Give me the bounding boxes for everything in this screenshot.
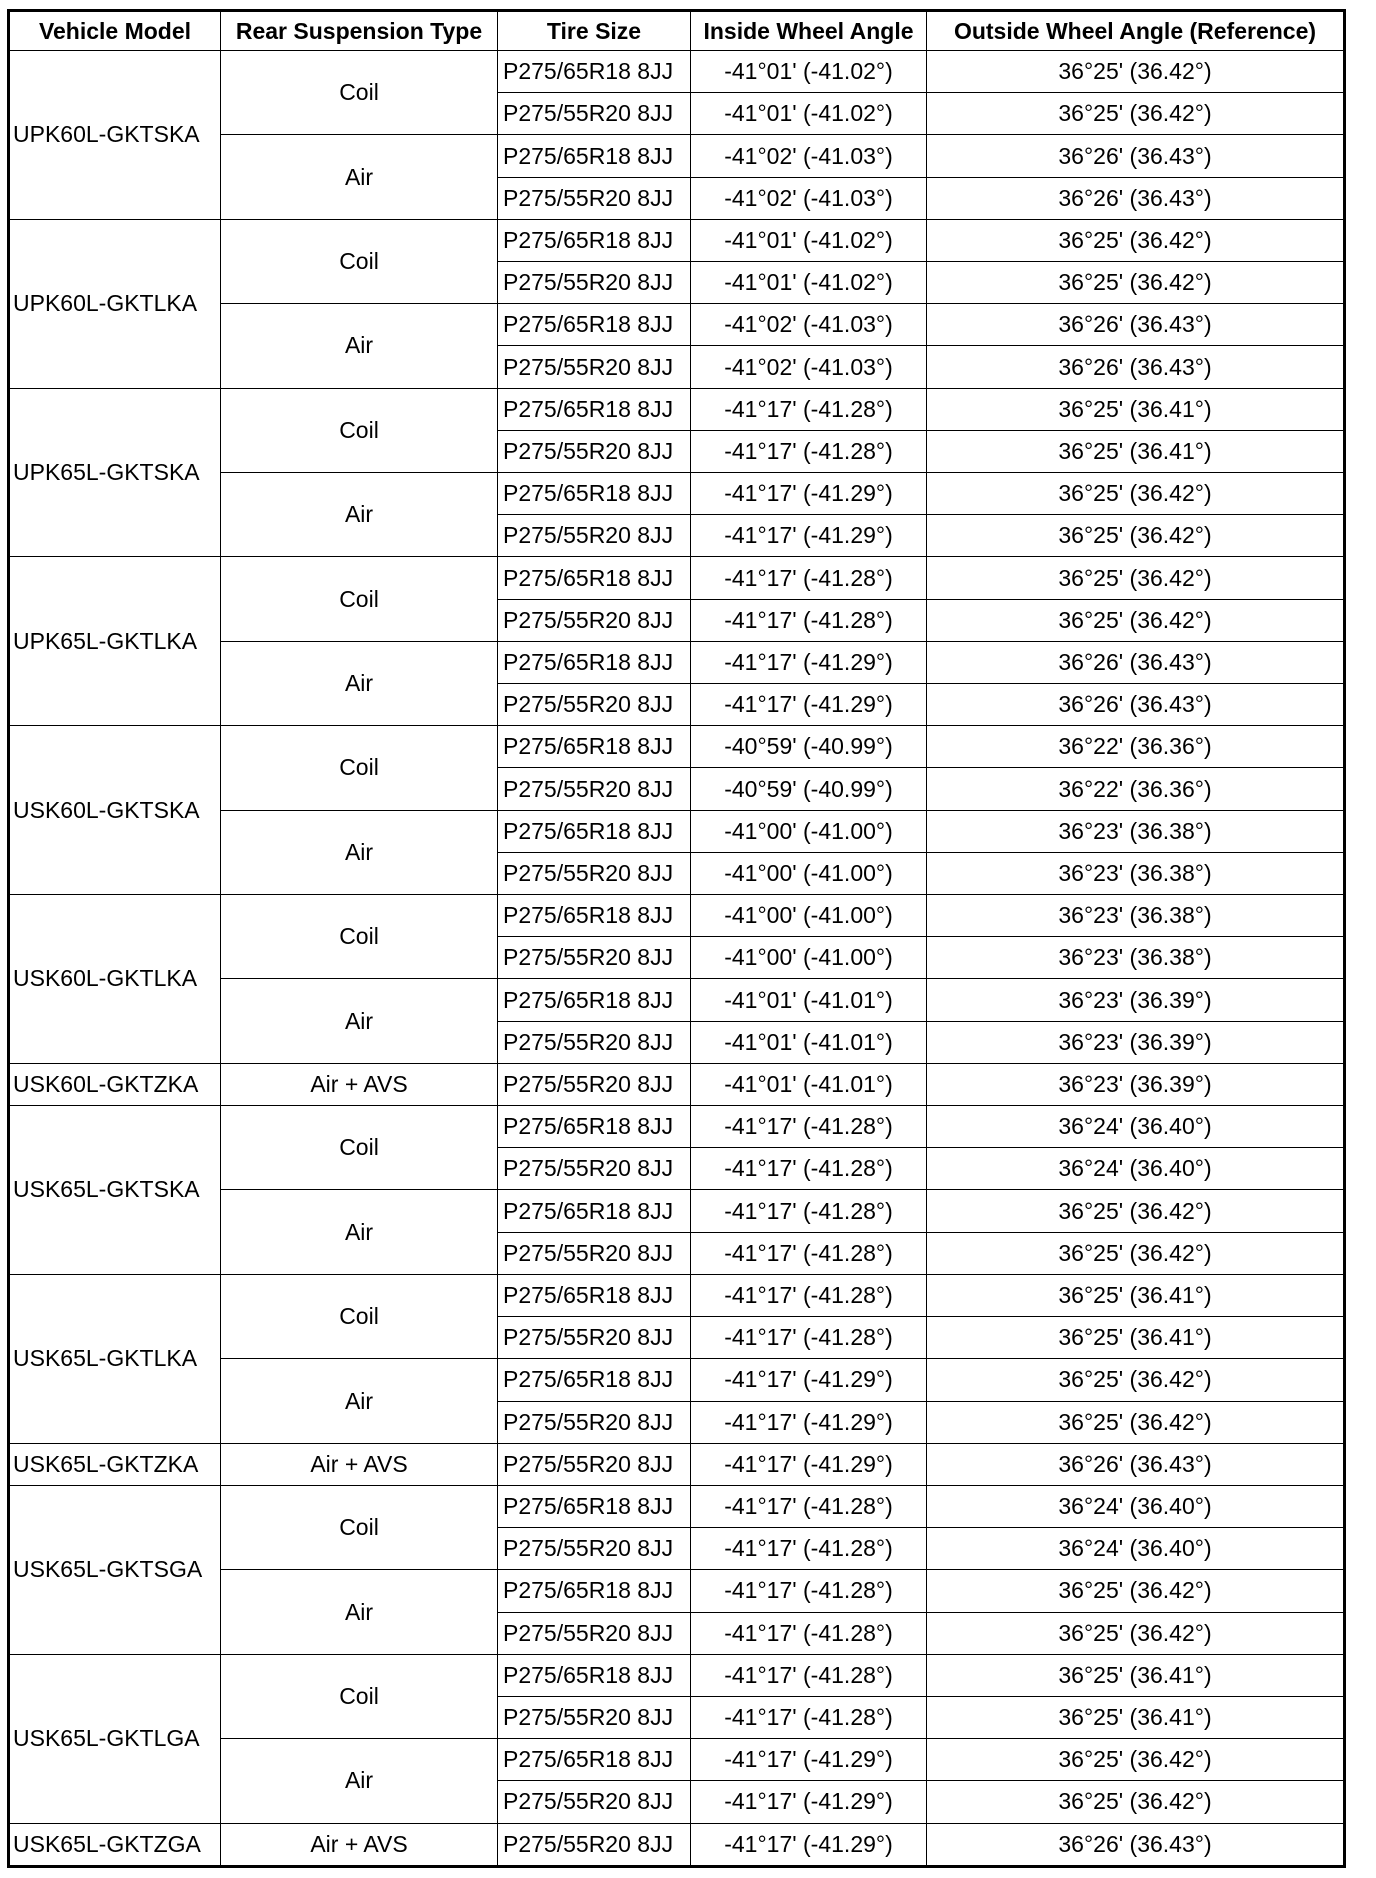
rear-suspension-cell: Coil: [221, 1485, 498, 1569]
outside-wheel-angle-cell: 36°25' (36.42°): [927, 515, 1345, 557]
tire-size-cell: P275/55R20 8JJ: [498, 1823, 691, 1866]
inside-wheel-angle-cell: -41°17' (-41.28°): [691, 1232, 927, 1274]
tire-size-cell: P275/65R18 8JJ: [498, 473, 691, 515]
table-header-row: [9, 11, 1345, 51]
table-row: [9, 557, 1345, 599]
column-header-outside-wheel-angle: Outside Wheel Angle (Reference): [927, 11, 1345, 51]
tire-size-cell: P275/55R20 8JJ: [498, 1612, 691, 1654]
rear-suspension-cell: Coil: [221, 1654, 498, 1738]
tire-size-cell: P275/65R18 8JJ: [498, 726, 691, 768]
inside-wheel-angle-cell: -41°02' (-41.03°): [691, 304, 927, 346]
rear-suspension-cell: Air: [221, 473, 498, 557]
outside-wheel-angle-cell: 36°25' (36.41°): [927, 388, 1345, 430]
inside-wheel-angle-cell: -41°17' (-41.29°): [691, 1443, 927, 1485]
table-row: [9, 388, 1345, 430]
inside-wheel-angle-cell: -40°59' (-40.99°): [691, 726, 927, 768]
outside-wheel-angle-cell: 36°22' (36.36°): [927, 726, 1345, 768]
outside-wheel-angle-cell: 36°25' (36.42°): [927, 1232, 1345, 1274]
rear-suspension-cell: Coil: [221, 219, 498, 303]
tire-size-cell: P275/65R18 8JJ: [498, 1570, 691, 1612]
inside-wheel-angle-cell: -41°17' (-41.28°): [691, 1654, 927, 1696]
outside-wheel-angle-cell: 36°25' (36.42°): [927, 51, 1345, 93]
tire-size-cell: P275/55R20 8JJ: [498, 346, 691, 388]
outside-wheel-angle-cell: 36°25' (36.42°): [927, 1190, 1345, 1232]
rear-suspension-cell: Air: [221, 1570, 498, 1654]
inside-wheel-angle-cell: -41°17' (-41.29°): [691, 515, 927, 557]
vehicle-model-cell: UPK65L-GKTSKA: [9, 388, 221, 557]
rear-suspension-cell: Air + AVS: [221, 1443, 498, 1485]
outside-wheel-angle-cell: 36°25' (36.42°): [927, 599, 1345, 641]
tire-size-cell: P275/65R18 8JJ: [498, 304, 691, 346]
column-header-rear-suspension-type: Rear Suspension Type: [221, 11, 498, 51]
outside-wheel-angle-cell: 36°25' (36.42°): [927, 1781, 1345, 1823]
inside-wheel-angle-cell: -41°17' (-41.28°): [691, 1106, 927, 1148]
outside-wheel-angle-cell: 36°23' (36.39°): [927, 979, 1345, 1021]
tire-size-cell: P275/65R18 8JJ: [498, 1654, 691, 1696]
inside-wheel-angle-cell: -41°17' (-41.28°): [691, 1148, 927, 1190]
outside-wheel-angle-cell: 36°26' (36.43°): [927, 1823, 1345, 1866]
inside-wheel-angle-cell: -41°01' (-41.01°): [691, 1021, 927, 1063]
rear-suspension-cell: Coil: [221, 51, 498, 135]
tire-size-cell: P275/65R18 8JJ: [498, 810, 691, 852]
inside-wheel-angle-cell: -41°00' (-41.00°): [691, 895, 927, 937]
tire-size-cell: P275/55R20 8JJ: [498, 1021, 691, 1063]
tire-size-cell: P275/55R20 8JJ: [498, 768, 691, 810]
tire-size-cell: P275/65R18 8JJ: [498, 641, 691, 683]
inside-wheel-angle-cell: -41°01' (-41.02°): [691, 262, 927, 304]
inside-wheel-angle-cell: -41°00' (-41.00°): [691, 852, 927, 894]
rear-suspension-cell: Coil: [221, 388, 498, 472]
outside-wheel-angle-cell: 36°25' (36.42°): [927, 1401, 1345, 1443]
outside-wheel-angle-cell: 36°25' (36.41°): [927, 1696, 1345, 1738]
outside-wheel-angle-cell: 36°23' (36.39°): [927, 1021, 1345, 1063]
rear-suspension-cell: Coil: [221, 726, 498, 810]
rear-suspension-cell: Coil: [221, 1106, 498, 1190]
tire-size-cell: P275/55R20 8JJ: [498, 93, 691, 135]
outside-wheel-angle-cell: 36°25' (36.42°): [927, 557, 1345, 599]
rear-suspension-cell: Coil: [221, 895, 498, 979]
vehicle-model-cell: UPK65L-GKTLKA: [9, 557, 221, 726]
outside-wheel-angle-cell: 36°26' (36.43°): [927, 135, 1345, 177]
outside-wheel-angle-cell: 36°26' (36.43°): [927, 346, 1345, 388]
tire-size-cell: P275/55R20 8JJ: [498, 1781, 691, 1823]
table-row: [9, 51, 1345, 93]
inside-wheel-angle-cell: -41°17' (-41.29°): [691, 1359, 927, 1401]
vehicle-model-cell: USK60L-GKTZKA: [9, 1063, 221, 1105]
vehicle-model-cell: USK65L-GKTSKA: [9, 1106, 221, 1275]
rear-suspension-cell: Air: [221, 1359, 498, 1443]
tire-size-cell: P275/55R20 8JJ: [498, 1317, 691, 1359]
vehicle-model-cell: UPK60L-GKTSKA: [9, 51, 221, 220]
inside-wheel-angle-cell: -41°17' (-41.29°): [691, 1823, 927, 1866]
rear-suspension-cell: Air: [221, 979, 498, 1063]
tire-size-cell: P275/65R18 8JJ: [498, 1739, 691, 1781]
outside-wheel-angle-cell: 36°25' (36.42°): [927, 93, 1345, 135]
outside-wheel-angle-cell: 36°24' (36.40°): [927, 1485, 1345, 1527]
vehicle-model-cell: USK65L-GKTSGA: [9, 1485, 221, 1654]
inside-wheel-angle-cell: -41°17' (-41.28°): [691, 1528, 927, 1570]
column-header-vehicle-model: Vehicle Model: [9, 11, 221, 51]
tire-size-cell: P275/65R18 8JJ: [498, 979, 691, 1021]
rear-suspension-cell: Air: [221, 1190, 498, 1274]
outside-wheel-angle-cell: 36°24' (36.40°): [927, 1106, 1345, 1148]
inside-wheel-angle-cell: -41°17' (-41.29°): [691, 473, 927, 515]
rear-suspension-cell: Air: [221, 810, 498, 894]
outside-wheel-angle-cell: 36°26' (36.43°): [927, 177, 1345, 219]
outside-wheel-angle-cell: 36°23' (36.38°): [927, 810, 1345, 852]
inside-wheel-angle-cell: -41°17' (-41.29°): [691, 641, 927, 683]
rear-suspension-cell: Air: [221, 641, 498, 725]
wheel-angle-spec-table: [7, 9, 1346, 1868]
tire-size-cell: P275/65R18 8JJ: [498, 895, 691, 937]
inside-wheel-angle-cell: -41°01' (-41.02°): [691, 93, 927, 135]
tire-size-cell: P275/55R20 8JJ: [498, 1528, 691, 1570]
vehicle-model-cell: UPK60L-GKTLKA: [9, 219, 221, 388]
outside-wheel-angle-cell: 36°25' (36.41°): [927, 1654, 1345, 1696]
table-row: [9, 726, 1345, 768]
inside-wheel-angle-cell: -41°17' (-41.28°): [691, 430, 927, 472]
tire-size-cell: P275/65R18 8JJ: [498, 219, 691, 261]
tire-size-cell: P275/55R20 8JJ: [498, 177, 691, 219]
tire-size-cell: P275/65R18 8JJ: [498, 135, 691, 177]
inside-wheel-angle-cell: -41°17' (-41.28°): [691, 599, 927, 641]
inside-wheel-angle-cell: -41°02' (-41.03°): [691, 135, 927, 177]
inside-wheel-angle-cell: -41°17' (-41.28°): [691, 1485, 927, 1527]
tire-size-cell: P275/65R18 8JJ: [498, 557, 691, 599]
inside-wheel-angle-cell: -40°59' (-40.99°): [691, 768, 927, 810]
outside-wheel-angle-cell: 36°25' (36.41°): [927, 430, 1345, 472]
inside-wheel-angle-cell: -41°01' (-41.01°): [691, 1063, 927, 1105]
inside-wheel-angle-cell: -41°01' (-41.02°): [691, 219, 927, 261]
table-row: [9, 1274, 1345, 1316]
tire-size-cell: P275/55R20 8JJ: [498, 684, 691, 726]
inside-wheel-angle-cell: -41°17' (-41.29°): [691, 684, 927, 726]
outside-wheel-angle-cell: 36°24' (36.40°): [927, 1148, 1345, 1190]
vehicle-model-cell: USK60L-GKTLKA: [9, 895, 221, 1064]
table-row: [9, 1823, 1345, 1866]
tire-size-cell: P275/65R18 8JJ: [498, 1274, 691, 1316]
vehicle-model-cell: USK60L-GKTSKA: [9, 726, 221, 895]
column-header-inside-wheel-angle: Inside Wheel Angle: [691, 11, 927, 51]
inside-wheel-angle-cell: -41°17' (-41.29°): [691, 1739, 927, 1781]
outside-wheel-angle-cell: 36°25' (36.42°): [927, 1612, 1345, 1654]
tire-size-cell: P275/55R20 8JJ: [498, 937, 691, 979]
inside-wheel-angle-cell: -41°17' (-41.28°): [691, 1274, 927, 1316]
table-row: [9, 1443, 1345, 1485]
outside-wheel-angle-cell: 36°25' (36.41°): [927, 1317, 1345, 1359]
table-row: [9, 219, 1345, 261]
tire-size-cell: P275/55R20 8JJ: [498, 1401, 691, 1443]
tire-size-cell: P275/55R20 8JJ: [498, 1443, 691, 1485]
tire-size-cell: P275/55R20 8JJ: [498, 515, 691, 557]
column-header-tire-size: Tire Size: [498, 11, 691, 51]
rear-suspension-cell: Air + AVS: [221, 1823, 498, 1866]
inside-wheel-angle-cell: -41°17' (-41.28°): [691, 557, 927, 599]
inside-wheel-angle-cell: -41°17' (-41.28°): [691, 1570, 927, 1612]
rear-suspension-cell: Air + AVS: [221, 1063, 498, 1105]
outside-wheel-angle-cell: 36°25' (36.41°): [927, 1274, 1345, 1316]
outside-wheel-angle-cell: 36°24' (36.40°): [927, 1528, 1345, 1570]
inside-wheel-angle-cell: -41°02' (-41.03°): [691, 177, 927, 219]
rear-suspension-cell: Coil: [221, 1274, 498, 1358]
vehicle-model-cell: USK65L-GKTZKA: [9, 1443, 221, 1485]
vehicle-model-cell: USK65L-GKTLGA: [9, 1654, 221, 1823]
inside-wheel-angle-cell: -41°17' (-41.29°): [691, 1781, 927, 1823]
inside-wheel-angle-cell: -41°00' (-41.00°): [691, 810, 927, 852]
table-row: [9, 1106, 1345, 1148]
tire-size-cell: P275/65R18 8JJ: [498, 1190, 691, 1232]
outside-wheel-angle-cell: 36°23' (36.38°): [927, 852, 1345, 894]
outside-wheel-angle-cell: 36°25' (36.42°): [927, 1570, 1345, 1612]
rear-suspension-cell: Air: [221, 135, 498, 219]
tire-size-cell: P275/55R20 8JJ: [498, 599, 691, 641]
rear-suspension-cell: Air: [221, 1739, 498, 1823]
vehicle-model-cell: USK65L-GKTZGA: [9, 1823, 221, 1866]
outside-wheel-angle-cell: 36°26' (36.43°): [927, 684, 1345, 726]
tire-size-cell: P275/55R20 8JJ: [498, 262, 691, 304]
tire-size-cell: P275/55R20 8JJ: [498, 1696, 691, 1738]
inside-wheel-angle-cell: -41°17' (-41.28°): [691, 1317, 927, 1359]
tire-size-cell: P275/65R18 8JJ: [498, 1106, 691, 1148]
outside-wheel-angle-cell: 36°23' (36.39°): [927, 1063, 1345, 1105]
tire-size-cell: P275/55R20 8JJ: [498, 1063, 691, 1105]
outside-wheel-angle-cell: 36°22' (36.36°): [927, 768, 1345, 810]
table-row: [9, 1485, 1345, 1527]
inside-wheel-angle-cell: -41°17' (-41.28°): [691, 1190, 927, 1232]
inside-wheel-angle-cell: -41°17' (-41.29°): [691, 1401, 927, 1443]
tire-size-cell: P275/65R18 8JJ: [498, 1359, 691, 1401]
tire-size-cell: P275/55R20 8JJ: [498, 852, 691, 894]
table-row: [9, 1063, 1345, 1105]
tire-size-cell: P275/55R20 8JJ: [498, 430, 691, 472]
table-row: [9, 1654, 1345, 1696]
table-body: [9, 51, 1345, 1867]
outside-wheel-angle-cell: 36°23' (36.38°): [927, 937, 1345, 979]
tire-size-cell: P275/55R20 8JJ: [498, 1148, 691, 1190]
outside-wheel-angle-cell: 36°23' (36.38°): [927, 895, 1345, 937]
outside-wheel-angle-cell: 36°25' (36.42°): [927, 1359, 1345, 1401]
inside-wheel-angle-cell: -41°01' (-41.01°): [691, 979, 927, 1021]
outside-wheel-angle-cell: 36°26' (36.43°): [927, 1443, 1345, 1485]
inside-wheel-angle-cell: -41°02' (-41.03°): [691, 346, 927, 388]
vehicle-model-cell: USK65L-GKTLKA: [9, 1274, 221, 1443]
table-row: [9, 895, 1345, 937]
tire-size-cell: P275/55R20 8JJ: [498, 1232, 691, 1274]
outside-wheel-angle-cell: 36°25' (36.42°): [927, 1739, 1345, 1781]
inside-wheel-angle-cell: -41°17' (-41.28°): [691, 1612, 927, 1654]
inside-wheel-angle-cell: -41°00' (-41.00°): [691, 937, 927, 979]
outside-wheel-angle-cell: 36°25' (36.42°): [927, 473, 1345, 515]
rear-suspension-cell: Air: [221, 304, 498, 388]
inside-wheel-angle-cell: -41°17' (-41.28°): [691, 1696, 927, 1738]
outside-wheel-angle-cell: 36°25' (36.42°): [927, 262, 1345, 304]
outside-wheel-angle-cell: 36°26' (36.43°): [927, 304, 1345, 346]
rear-suspension-cell: Coil: [221, 557, 498, 641]
inside-wheel-angle-cell: -41°01' (-41.02°): [691, 51, 927, 93]
inside-wheel-angle-cell: -41°17' (-41.28°): [691, 388, 927, 430]
tire-size-cell: P275/65R18 8JJ: [498, 388, 691, 430]
outside-wheel-angle-cell: 36°26' (36.43°): [927, 641, 1345, 683]
outside-wheel-angle-cell: 36°25' (36.42°): [927, 219, 1345, 261]
tire-size-cell: P275/65R18 8JJ: [498, 51, 691, 93]
tire-size-cell: P275/65R18 8JJ: [498, 1485, 691, 1527]
